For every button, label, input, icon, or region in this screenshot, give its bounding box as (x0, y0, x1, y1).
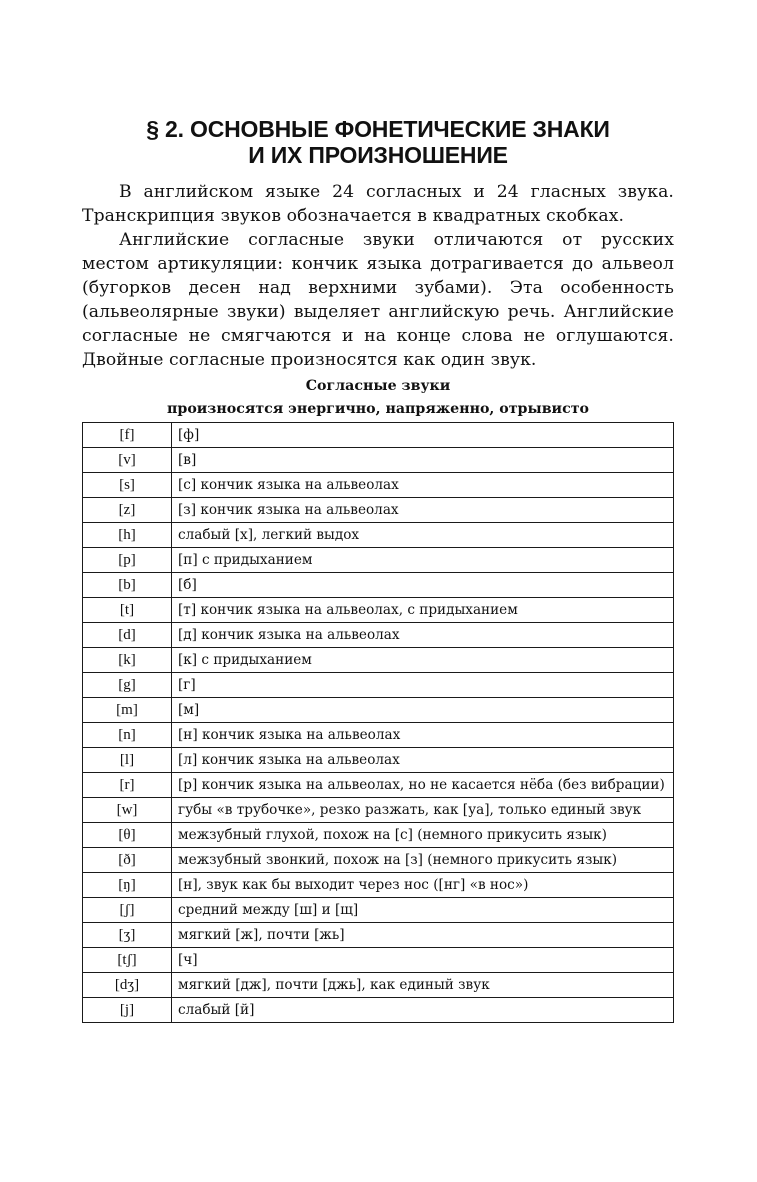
phonetic-symbol: [f] (83, 423, 172, 448)
pronunciation-description: [к] с придыханием (172, 648, 674, 673)
section-title-line-2: И ИХ ПРОИЗНОШЕНИЕ (248, 142, 508, 168)
pronunciation-description: [р] кончик языка на альвеолах, но не касается нёба (без вибрации) (172, 773, 674, 798)
phonetic-symbol: [s] (83, 473, 172, 498)
phonetic-symbol: [tʃ] (83, 948, 172, 973)
phonetic-symbol: [dʒ] (83, 973, 172, 998)
pronunciation-description: [ф] (172, 423, 674, 448)
phonetic-symbol: [t] (83, 598, 172, 623)
table-row (83, 873, 674, 898)
table-row (83, 473, 674, 498)
pronunciation-description: межзубный глухой, похож на [с] (немного прикусить язык) (172, 823, 674, 848)
phonetic-symbol: [ŋ] (83, 873, 172, 898)
table-row (83, 423, 674, 448)
table-caption-title: Согласные звуки (305, 378, 451, 394)
table-row (83, 548, 674, 573)
phonetic-symbol: [n] (83, 723, 172, 748)
table-row (83, 673, 674, 698)
pronunciation-description: [п] с придыханием (172, 548, 674, 573)
phonetic-symbol: [z] (83, 498, 172, 523)
table-row (83, 448, 674, 473)
table-row (83, 773, 674, 798)
phonetic-symbol: [b] (83, 573, 172, 598)
pronunciation-description: межзубный звонкий, похож на [з] (немного прикусить язык) (172, 848, 674, 873)
intro-paragraph: В английском языке 24 согласных и 24 гласных звука. Транскрипция звуков обозначается в квадратных скобках. (82, 182, 674, 226)
phonetic-symbol: [k] (83, 648, 172, 673)
pronunciation-description: [ч] (172, 948, 674, 973)
phonetic-symbol: [θ] (83, 823, 172, 848)
phonetic-symbol: [g] (83, 673, 172, 698)
table-row (83, 948, 674, 973)
table-row (83, 598, 674, 623)
pronunciation-description: [м] (172, 698, 674, 723)
pronunciation-description: [н], звук как бы выходит через нос ([нг] «в нос») (172, 873, 674, 898)
phonetic-symbol: [d] (83, 623, 172, 648)
pronunciation-description: [н] кончик языка на альвеолах (172, 723, 674, 748)
pronunciation-description: мягкий [дж], почти [джь], как единый звук (172, 973, 674, 998)
pronunciation-description: [г] (172, 673, 674, 698)
table-row (83, 798, 674, 823)
section-title-line-1: § 2. ОСНОВНЫЕ ФОНЕТИЧЕСКИЕ ЗНАКИ (146, 116, 610, 142)
table-row (83, 648, 674, 673)
table-row (83, 723, 674, 748)
section-title (82, 116, 674, 168)
table-row (83, 623, 674, 648)
phonetic-symbol: [l] (83, 748, 172, 773)
table-row (83, 748, 674, 773)
phonetic-symbol: [w] (83, 798, 172, 823)
phonetic-symbol: [ʒ] (83, 923, 172, 948)
page-content (82, 116, 674, 1023)
pronunciation-description: губы «в трубочке», резко разжать, как [уа], только единый звук (172, 798, 674, 823)
table-row (83, 898, 674, 923)
table-row (83, 998, 674, 1023)
pronunciation-description: [в] (172, 448, 674, 473)
pronunciation-description: [д] кончик языка на альвеолах (172, 623, 674, 648)
phonetic-symbol: [j] (83, 998, 172, 1023)
pronunciation-description: [л] кончик языка на альвеолах (172, 748, 674, 773)
pronunciation-description: слабый [й] (172, 998, 674, 1023)
table-row (83, 923, 674, 948)
phonetic-symbol: [v] (83, 448, 172, 473)
pronunciation-description: [з] кончик языка на альвеолах (172, 498, 674, 523)
table-row (83, 973, 674, 998)
consonants-paragraph: Английские согласные звуки отличаются от русских местом артикуляции: кончик языка дотрагивается до альвеол (бугорков десен над верхними зубами). Эта особенность (альвеолярные звуки) выделяет английскую речь. Английские согласные не смягчаются и на конце слова не оглушаются. Двойные согласные произносятся как один звук. (82, 230, 674, 370)
pronunciation-description: слабый [х], легкий выдох (172, 523, 674, 548)
phonetic-symbol: [ʃ] (83, 898, 172, 923)
pronunciation-description: [т] кончик языка на альвеолах, с придыханием (172, 598, 674, 623)
consonants-table (82, 422, 674, 1023)
table-row (83, 823, 674, 848)
consonants-table-body (83, 423, 674, 1023)
phonetic-symbol: [p] (83, 548, 172, 573)
phonetic-symbol: [m] (83, 698, 172, 723)
phonetic-symbol: [h] (83, 523, 172, 548)
table-row (83, 573, 674, 598)
pronunciation-description: мягкий [ж], почти [жь] (172, 923, 674, 948)
pronunciation-description: [б] (172, 573, 674, 598)
phonetic-symbol: [ð] (83, 848, 172, 873)
pronunciation-description: [с] кончик языка на альвеолах (172, 473, 674, 498)
phonetic-symbol: [r] (83, 773, 172, 798)
table-row (83, 498, 674, 523)
table-row (83, 698, 674, 723)
pronunciation-description: средний между [ш] и [щ] (172, 898, 674, 923)
table-caption-subtitle: произносятся энергично, напряженно, отрывисто (167, 401, 589, 417)
table-row (83, 523, 674, 548)
table-caption (82, 375, 674, 421)
table-row (83, 848, 674, 873)
